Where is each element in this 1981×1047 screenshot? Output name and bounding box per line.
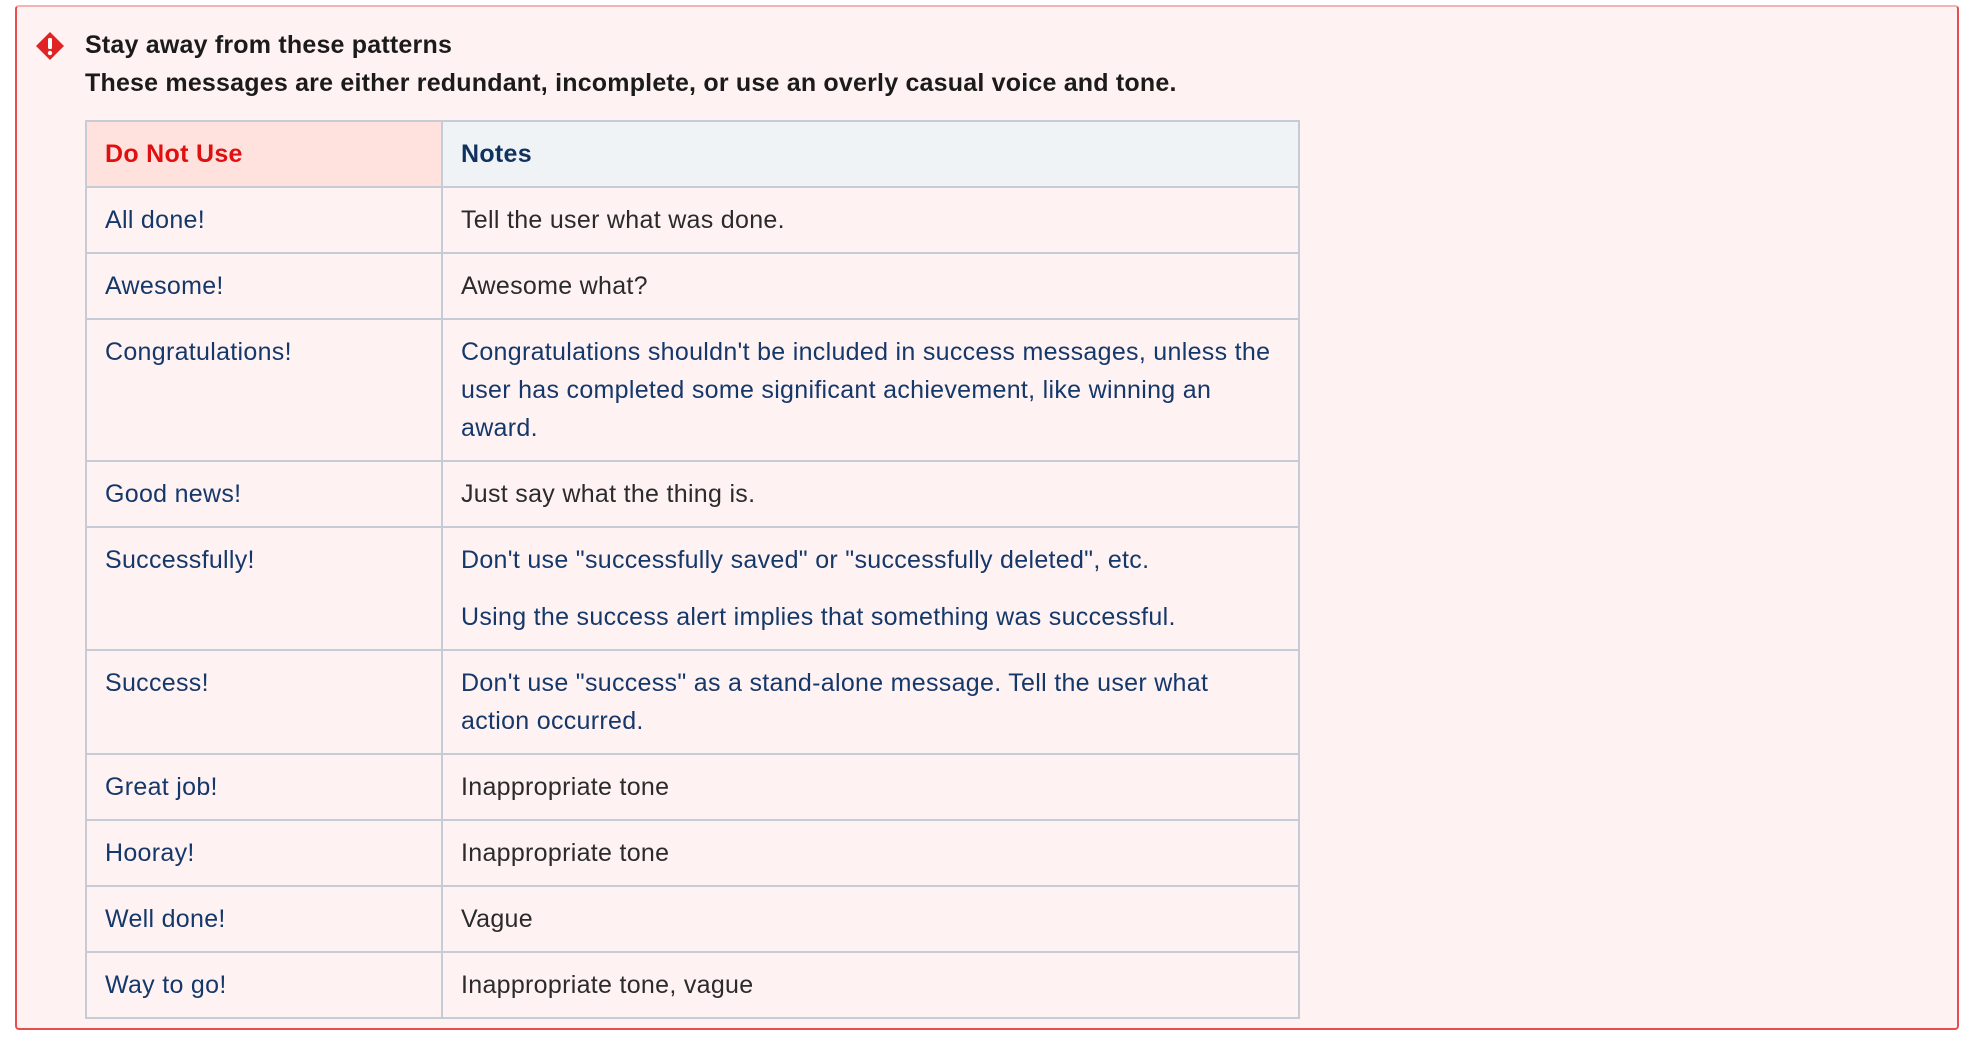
note-text: Awesome what?: [461, 272, 648, 300]
notes-cell: [442, 527, 1299, 650]
note-text: Using the success alert implies that something was successful.: [461, 603, 1176, 631]
notes-cell: [442, 253, 1299, 319]
notes-cell: [442, 650, 1299, 754]
table-row: [86, 319, 1299, 461]
table-header-row: [86, 121, 1299, 187]
term-cell: Awesome!: [86, 253, 442, 319]
table-row: [86, 527, 1299, 650]
header-notes: Notes: [442, 121, 1299, 187]
term-cell: Way to go!: [86, 952, 442, 1018]
term-cell: Hooray!: [86, 820, 442, 886]
note-text: Vague: [461, 905, 533, 933]
term-cell: Successfully!: [86, 527, 442, 650]
note-text: Inappropriate tone: [461, 839, 670, 867]
term-cell: Success!: [86, 650, 442, 754]
error-alert: [15, 5, 1959, 1030]
table-row: [86, 952, 1299, 1018]
notes-cell: [442, 886, 1299, 952]
note-text: Inappropriate tone: [461, 773, 670, 801]
table-row: [86, 253, 1299, 319]
notes-cell: [442, 754, 1299, 820]
term-cell: All done!: [86, 187, 442, 253]
term-cell: Well done!: [86, 886, 442, 952]
table-row: [86, 820, 1299, 886]
table-row: [86, 886, 1299, 952]
term-cell: Great job!: [86, 754, 442, 820]
notes-cell: [442, 461, 1299, 527]
table-row: [86, 461, 1299, 527]
notes-cell: [442, 319, 1299, 461]
notes-cell: [442, 952, 1299, 1018]
note-text: Just say what the thing is.: [461, 480, 756, 508]
note-text: Don't use "successfully saved" or "successfully deleted", etc.: [461, 546, 1150, 574]
note-text: Inappropriate tone, vague: [461, 971, 754, 999]
note-text: Tell the user what was done.: [461, 206, 785, 234]
do-not-use-table: [85, 120, 1300, 1019]
notes-cell: [442, 187, 1299, 253]
note-text: Don't use "success" as a stand-alone message. Tell the user what action occurred.: [461, 669, 1209, 735]
term-cell: Congratulations!: [86, 319, 442, 461]
alert-title: Stay away from these patterns: [85, 31, 453, 59]
alert-diamond-icon: [35, 31, 65, 61]
alert-subtitle: These messages are either redundant, incomplete, or use an overly casual voice and tone.: [85, 69, 1177, 97]
table-row: [86, 187, 1299, 253]
notes-cell: [442, 820, 1299, 886]
term-cell: Good news!: [86, 461, 442, 527]
table-row: [86, 650, 1299, 754]
note-text: Congratulations shouldn't be included in success messages, unless the user has completed some significant achievement, like winning an award.: [461, 338, 1271, 442]
table-row: [86, 754, 1299, 820]
header-do-not-use: Do Not Use: [86, 121, 442, 187]
